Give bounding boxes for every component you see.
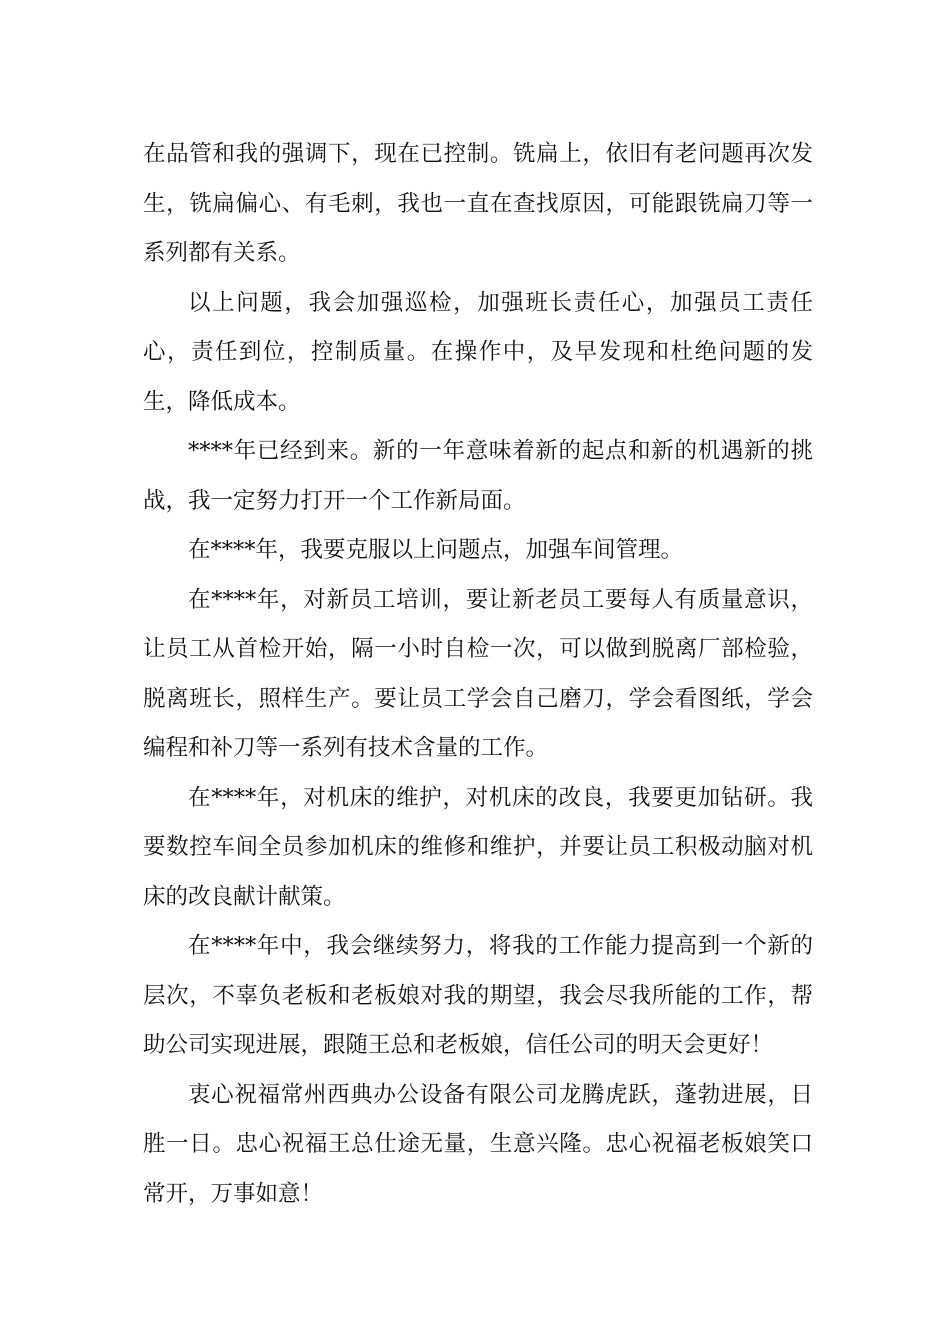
paragraph-staff-training: 在****年，对新员工培训，要让新老员工要每人有质量意识，让员工从首检开始，隔一小时自检一次，可以做到脱离厂部检验，脱离班长，照样生产。要让员工学会自己磨刀，学会看图纸，学会编程和补刀等一系列有技术含量的工作。 — [143, 586, 813, 761]
paragraph-machine-maintenance: 在****年，对机床的维护，对机床的改良，我要更加钻研。我要数控车间全员参加机床的维修和维护，并要让员工积极动脑对机床的改良献计献策。 — [143, 784, 813, 910]
paragraph-continuation: 在品管和我的强调下，现在已控制。铣扁上，依旧有老问题再次发生，铣扁偏心、有毛刺，我也一直在查找原因，可能跟铣扁刀等一系列都有关系。 — [143, 141, 813, 266]
paragraph-new-year: ****年已经到来。新的一年意味着新的起点和新的机遇新的挑战，我一定努力打开一个工作新局面。 — [143, 438, 813, 514]
paragraph-commitment: 在****年中，我会继续努力，将我的工作能力提高到一个新的层次，不辜负老板和老板娘对我的期望，我会尽我所能的工作，帮助公司实现进展，跟随王总和老板娘，信任公司的明天会更好！ — [143, 933, 813, 1058]
document-body — [143, 130, 813, 1219]
paragraph-blessings: 衷心祝福常州西典办公设备有限公司龙腾虎跃，蓬勃进展，日胜一日。忠心祝福王总仕途无量，生意兴隆。忠心祝福老板娘笑口常开，万事如意！ — [143, 1081, 813, 1207]
paragraph-quality-measures: 以上问题，我会加强巡检，加强班长责任心，加强员工责任心，责任到位，控制质量。在操作中，及早发现和杜绝问题的发生，降低成本。 — [143, 289, 813, 415]
paragraph-workshop-management: 在****年，我要克服以上问题点，加强车间管理。 — [188, 537, 684, 563]
